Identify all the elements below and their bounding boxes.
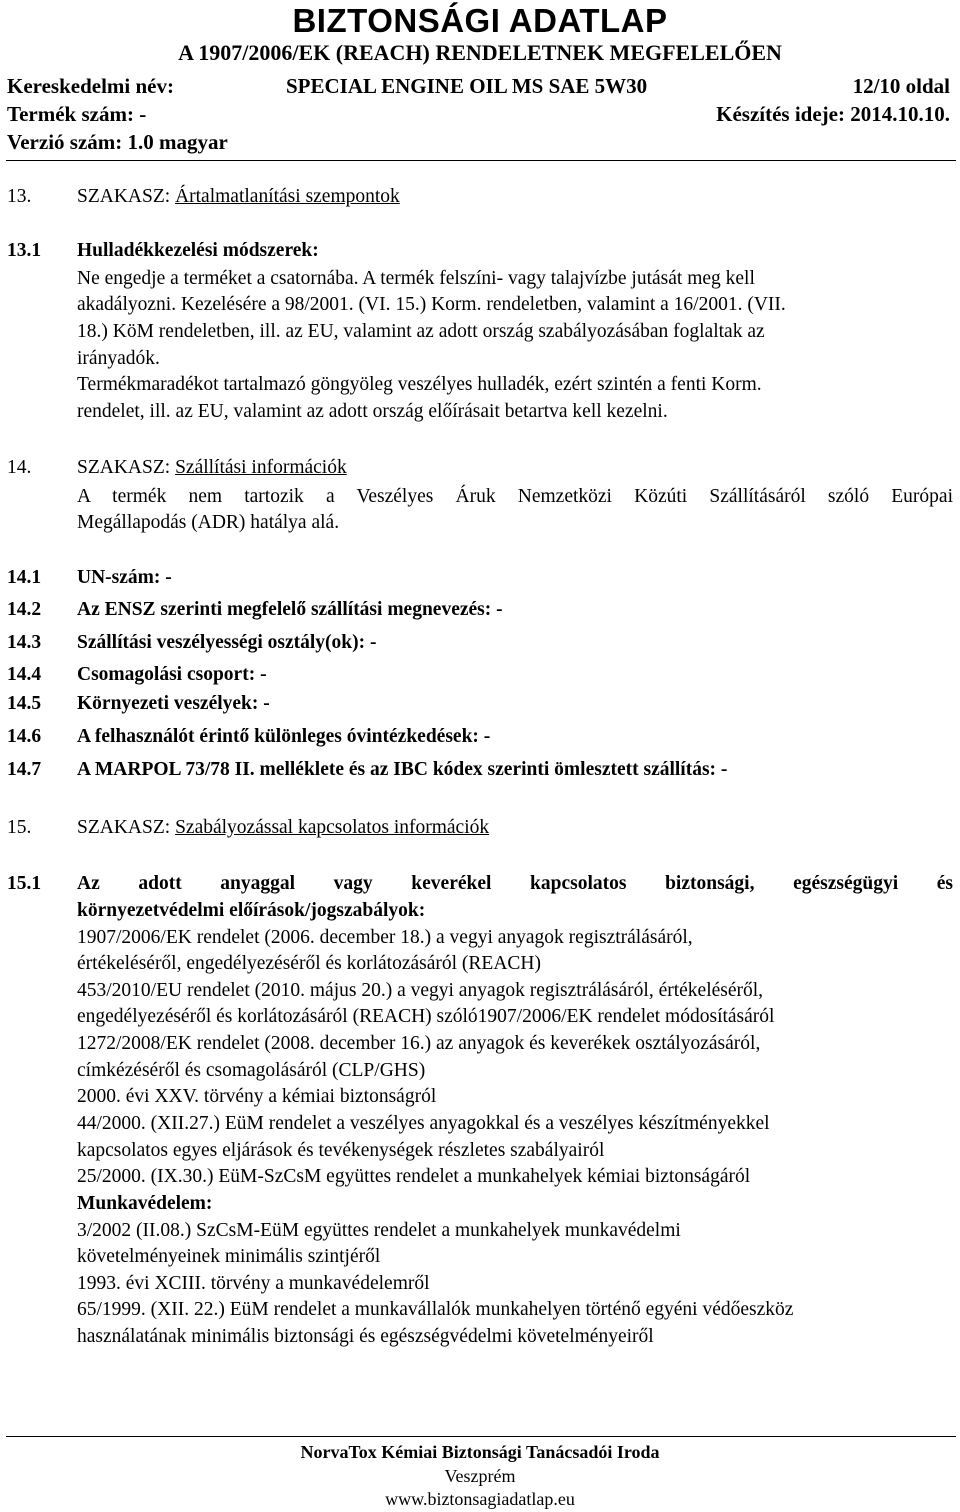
header-divider bbox=[6, 160, 956, 161]
section-13-line: irányadók. bbox=[77, 348, 160, 369]
regulation-line: 44/2000. (XII.27.) EüM rendelet a veszélyes anyagokkal és a veszélyes készítményekkel bbox=[77, 1113, 770, 1134]
regulation-line: engedélyezéséről és korlátozásáról (REACH) szóló1907/2006/EK rendelet módosításáról bbox=[77, 1006, 775, 1027]
section-14-item-text: A MARPOL 73/78 II. melléklete és az IBC kódex szerinti ömlesztett szállítás: - bbox=[77, 759, 728, 780]
section-14-number: 14. bbox=[7, 457, 32, 478]
regulation-line: 1272/2008/EK rendelet (2008. december 16.) az anyagok és keverékek osztályozásáról, bbox=[77, 1033, 761, 1054]
section-13-line: Termékmaradékot tartalmazó göngyöleg veszélyes hulladék, ezért szintén a fenti Korm. bbox=[77, 374, 762, 395]
section-13-line: Ne engedje a terméket a csatornába. A termék felszíni- vagy talajvízbe jutását meg kell bbox=[77, 268, 755, 289]
regulation-line: 1907/2006/EK rendelet (2006. december 18.) a vegyi anyagok regisztrálásáról, bbox=[77, 927, 693, 948]
section-14-item-number: 14.1 bbox=[7, 567, 42, 588]
section-15-heading bbox=[77, 817, 489, 839]
trade-name-value: SPECIAL ENGINE OIL MS SAE 5W30 bbox=[286, 74, 648, 98]
document-subtitle: A 1907/2006/EK (REACH) RENDELETNEK MEGFELELŐEN bbox=[178, 40, 782, 65]
product-number: Termék szám: - bbox=[7, 102, 147, 126]
section-14-item-text: Az ENSZ szerinti megfelelő szállítási megnevezés: - bbox=[77, 599, 503, 620]
section-14-item-number: 14.4 bbox=[7, 664, 42, 685]
footer-website[interactable]: www.biztonsagiadatlap.eu bbox=[385, 1489, 575, 1509]
section-15-1-title: Az adott anyaggal vagy keverékel kapcsolatos biztonsági, egészségügyi és bbox=[77, 873, 953, 894]
work-safety-line: használatának minimális biztonsági és egészségvédelmi követelményeiről bbox=[77, 1326, 654, 1347]
regulation-line: értékeléséről, engedélyezéséről és korlátozásáról (REACH) bbox=[77, 953, 542, 974]
section-13-1-title: Hulladékkezelési módszerek: bbox=[77, 240, 319, 261]
section-13-heading bbox=[77, 186, 400, 208]
version: Verzió szám: 1.0 magyar bbox=[7, 130, 228, 154]
regulation-line: 25/2000. (IX.30.) EüM-SzCsM együttes rendelet a munkahelyek kémiai biztonságáról bbox=[77, 1166, 751, 1187]
section-14-heading bbox=[77, 457, 347, 479]
section-14-item-text: Csomagolási csoport: - bbox=[77, 664, 267, 685]
section-14-prefix: SZAKASZ: bbox=[77, 457, 176, 478]
section-13-line: rendelet, ill. az EU, valamint az adott ország előírásait betartva kell kezelni. bbox=[77, 401, 668, 422]
section-15-1-number: 15.1 bbox=[7, 873, 42, 894]
section-13-prefix: SZAKASZ: bbox=[77, 186, 176, 207]
section-15-1-title-cont: környezetvédelmi előírások/jogszabályok: bbox=[77, 900, 426, 921]
section-14-item-number: 14.5 bbox=[7, 693, 42, 714]
work-safety-line: 1993. évi XCIII. törvény a munkavédelemről bbox=[77, 1273, 430, 1294]
section-14-title: Szállítási információk bbox=[175, 457, 347, 478]
regulation-line: 2000. évi XXV. törvény a kémiai biztonságról bbox=[77, 1086, 437, 1107]
work-safety-line: 65/1999. (XII. 22.) EüM rendelet a munkavállalók munkahelyen történő egyéni védőeszköz bbox=[77, 1299, 794, 1320]
trade-name-label: Kereskedelmi név: bbox=[7, 74, 174, 98]
section-14-intro-line: A termék nem tartozik a Veszélyes Áruk Nemzetközi Közúti Szállításáról szóló Európai bbox=[77, 486, 953, 507]
section-15-prefix: SZAKASZ: bbox=[77, 817, 176, 838]
work-safety-label: Munkavédelem: bbox=[77, 1193, 213, 1214]
footer-city: Veszprém bbox=[444, 1466, 516, 1486]
footer-organization: NorvaTox Kémiai Biztonsági Tanácsadói Iroda bbox=[300, 1442, 660, 1462]
section-13-line: 18.) KöM rendeletben, ill. az EU, valamint az adott ország szabályozásában foglaltak az bbox=[77, 321, 765, 342]
section-14-item-number: 14.7 bbox=[7, 759, 42, 780]
regulation-line: címkézéséről és csomagolásáról (CLP/GHS) bbox=[77, 1060, 426, 1081]
section-14-item-text: UN-szám: - bbox=[77, 567, 172, 588]
regulation-line: 453/2010/EU rendelet (2010. május 20.) a vegyi anyagok regisztrálásáról, értékeléséről, bbox=[77, 980, 764, 1001]
section-14-intro-line: Megállapodás (ADR) hatálya alá. bbox=[77, 512, 340, 533]
section-14-item-text: A felhasználót érintő különleges óvintézkedések: - bbox=[77, 726, 491, 747]
section-15-title: Szabályozással kapcsolatos információk bbox=[175, 817, 490, 838]
section-13-number: 13. bbox=[7, 186, 32, 207]
regulation-line: kapcsolatos egyes eljárások és tevékenységek részletes szabályairól bbox=[77, 1140, 605, 1161]
section-14-item-number: 14.3 bbox=[7, 632, 42, 653]
footer-divider bbox=[6, 1436, 956, 1437]
section-15-number: 15. bbox=[7, 817, 32, 838]
work-safety-line: követelményeinek minimális szintjéről bbox=[77, 1246, 381, 1267]
page-number: 12/10 oldal bbox=[852, 74, 950, 98]
section-14-item-text: Szállítási veszélyességi osztály(ok): - bbox=[77, 632, 377, 653]
section-13-title: Ártalmatlanítási szempontok bbox=[175, 186, 400, 207]
section-13-line: akadályozni. Kezelésére a 98/2001. (VI. 15.) Korm. rendeletben, valamint a 16/2001. (VII. bbox=[77, 294, 786, 315]
section-13-1-number: 13.1 bbox=[7, 240, 42, 261]
section-14-item-text: Környezeti veszélyek: - bbox=[77, 693, 270, 714]
document-title: BIZTONSÁGI ADATLAP bbox=[292, 2, 668, 39]
section-14-item-number: 14.2 bbox=[7, 599, 42, 620]
work-safety-line: 3/2002 (II.08.) SzCsM-EüM együttes rendelet a munkahelyek munkavédelmi bbox=[77, 1220, 681, 1241]
section-14-item-number: 14.6 bbox=[7, 726, 42, 747]
prepared-date: Készítés ideje: 2014.10.10. bbox=[716, 102, 950, 126]
